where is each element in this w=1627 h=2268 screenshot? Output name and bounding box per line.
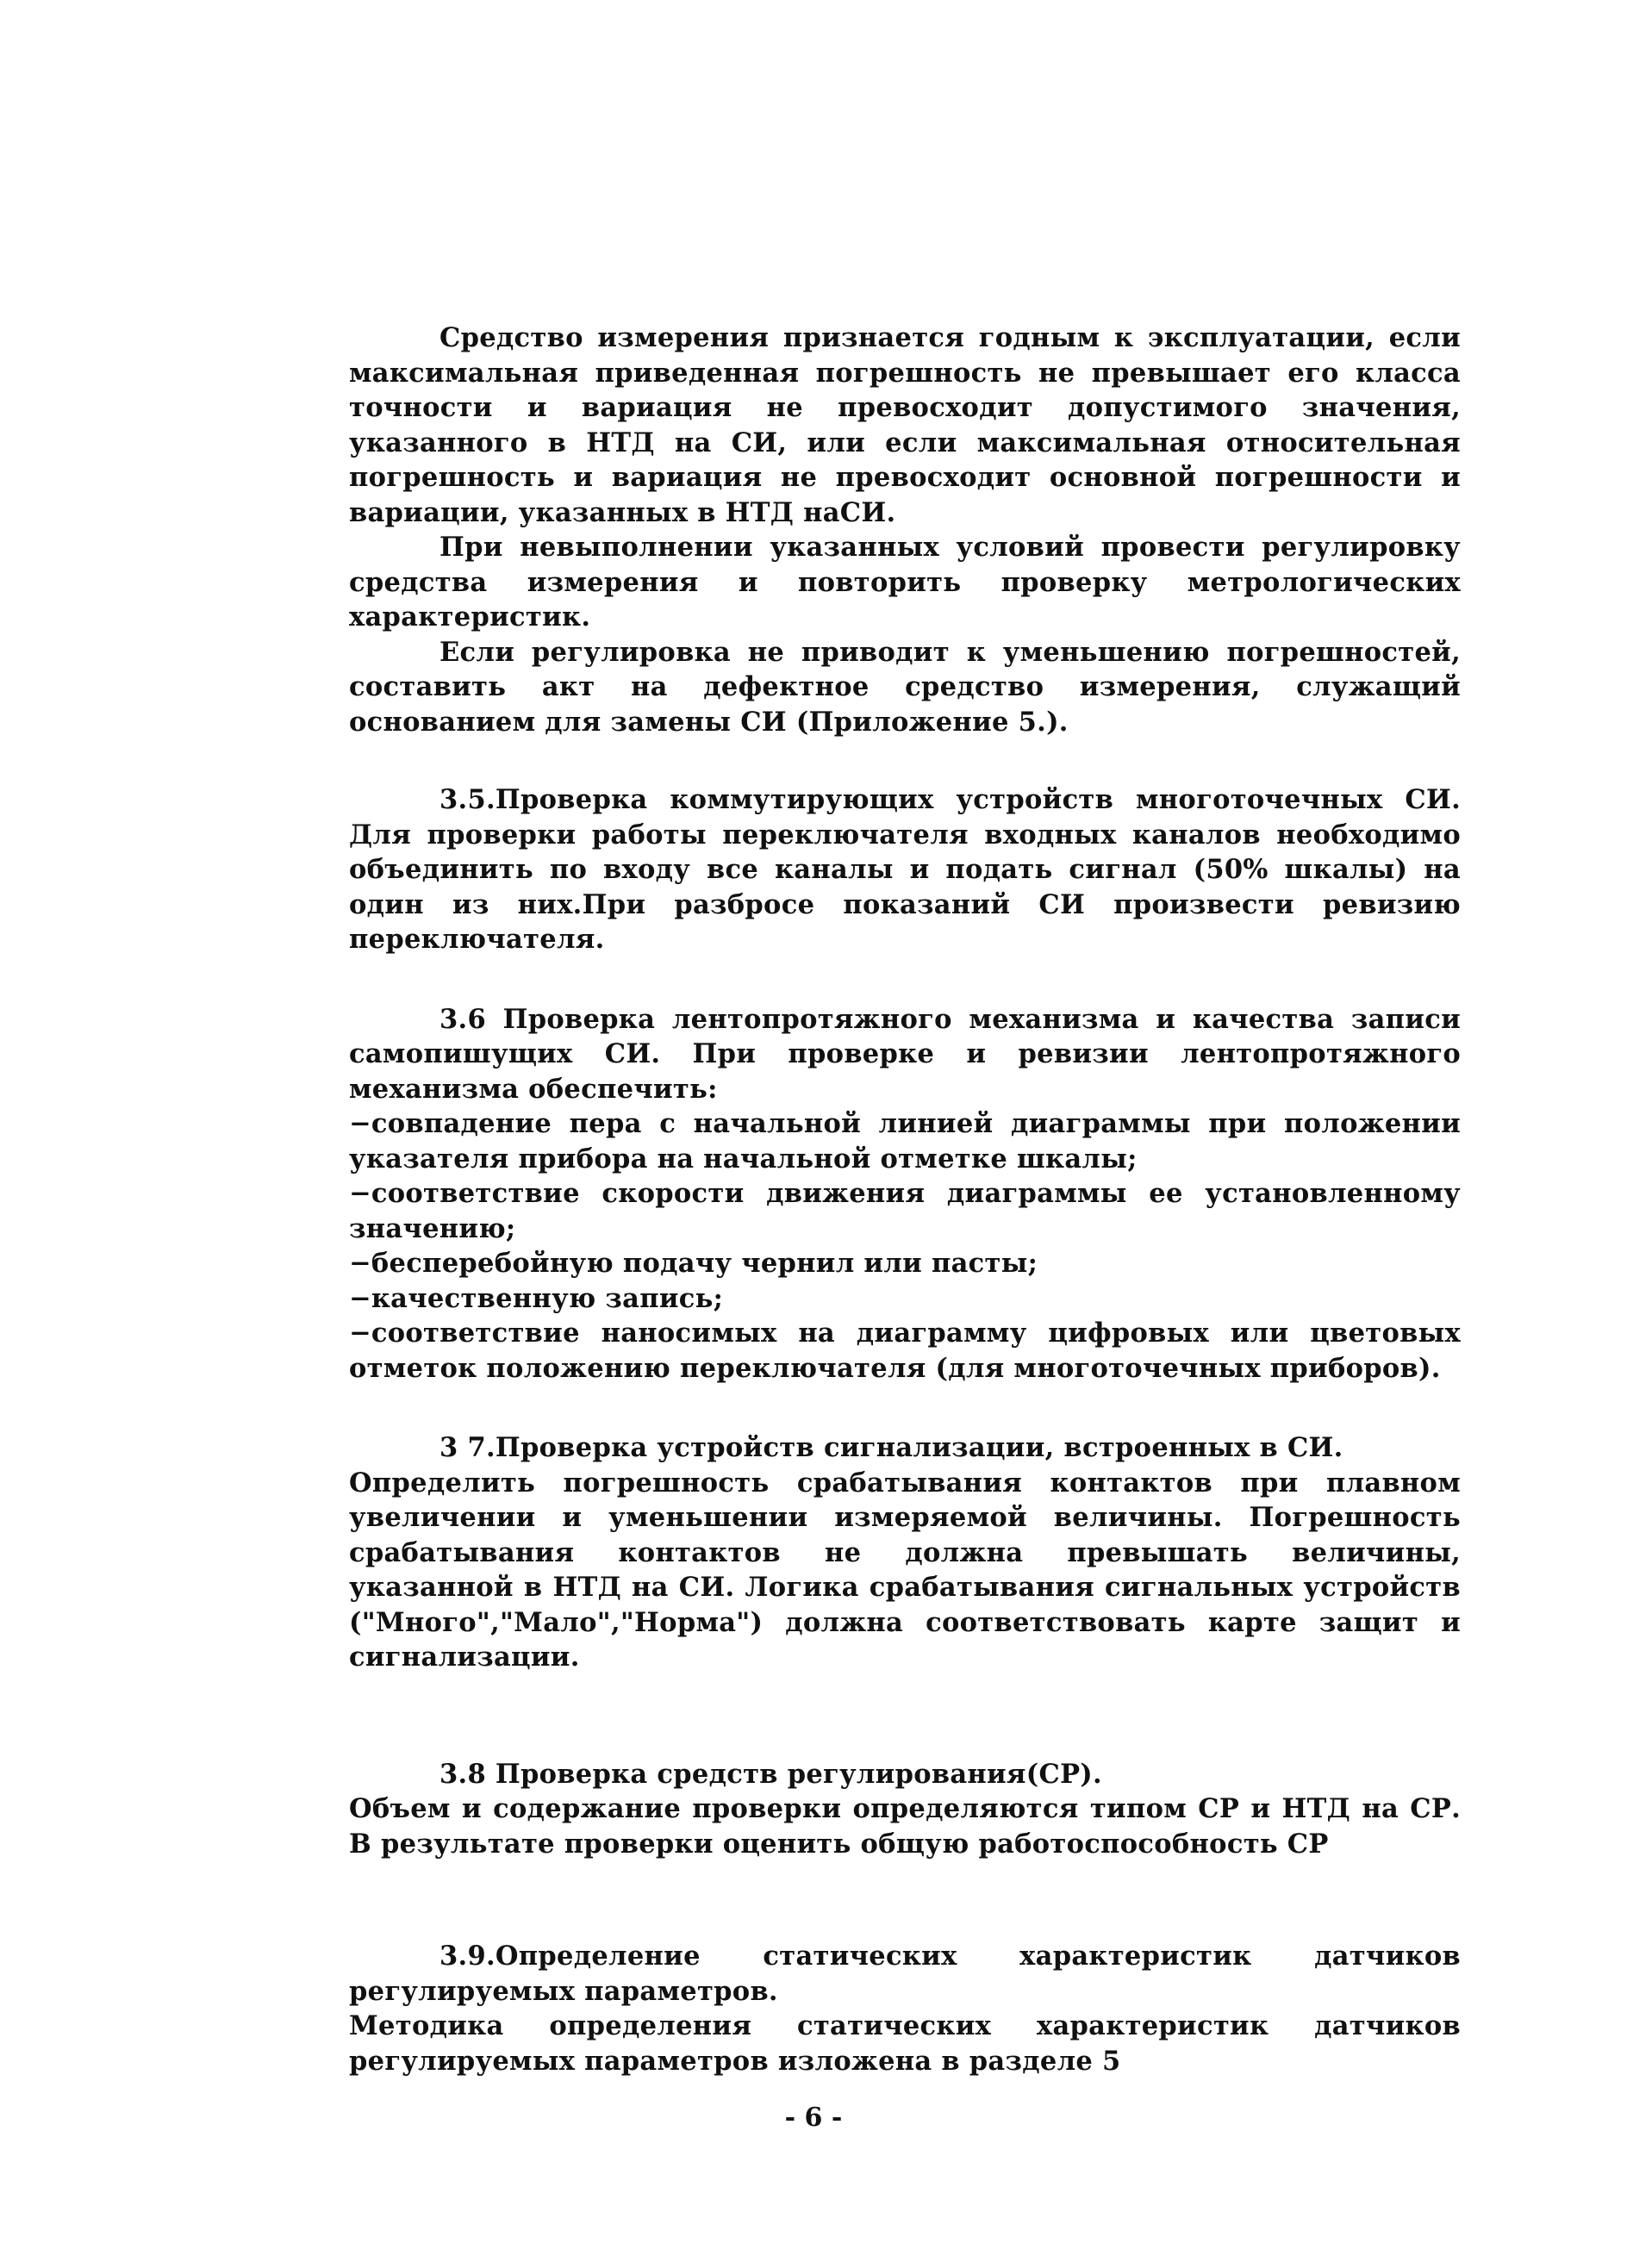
list-item: −соответствие наносимых на диаграмму цифровых или цветовых отметок положению переключателя (для многоточечных приборов). <box>349 1318 1461 1384</box>
section-3-9-body: Методика определения статических характеристик датчиков регулируемых параметров изложена в разделе 5 <box>349 2010 1461 2077</box>
list-item: −соответствие скорости движения диаграммы ее установленному значению; <box>349 1178 1461 1244</box>
paragraph-acceptance: Средство измерения признается годным к эксплуатации, если максимальная приведенная погрешность не превышает его класса точности и вариация не превосходит допустимого значения, указанного в НТД на СИ, или если максимальная относительная погрешность и вариация не превосходит основной погрешности и вариации, указанных в НТД наСИ. <box>349 322 1461 528</box>
section-3-5: 3.5.Проверка коммутирующих устройств многоточечных СИ. Для проверки работы переключателя входных каналов необходимо объединить по входу все каналы и подать сигнал (50% шкалы) на один из них.При разбросе показаний СИ произвести ревизию переключателя. <box>349 784 1461 955</box>
section-3-6-intro: 3.6 Проверка лентопротяжного механизма и качества записи самопишущих СИ. При проверке и ревизии лентопротяжного механизма обеспечить: <box>349 1003 1461 1105</box>
list-item: −совпадение пера с начальной линией диаграммы при положении указателя прибора на начальной отметке шкалы; <box>349 1108 1461 1174</box>
paragraph-adjustment: При невыполнении указанных условий провести регулировку средства измерения и повторить проверку метрологических характеристик. <box>349 532 1461 632</box>
page-number: - 6 - <box>784 2103 843 2133</box>
section-3-7-heading: 3 7.Проверка устройств сигнализации, встроенных в СИ. <box>439 1432 1343 1463</box>
section-3-7-body: Определить погрешность срабатывания контактов при плавном увеличении и уменьшении измеряемой величины. Погрешность срабатывания контактов не должна превышать величины, указанной в НТД на СИ. Логика срабатывания сигнальных устройств ("Много","Мало","Норма") должна соответствовать карте защит и сигнализации. <box>349 1467 1461 1673</box>
section-3-9-heading: 3.9.Определение статических характеристик датчиков регулируемых параметров. <box>349 1941 1461 2007</box>
section-3-8-body: Объем и содержание проверки определяются типом СР и НТД на СР. В результате проверки оценить общую работоспособность СР <box>349 1793 1461 1860</box>
document-body <box>349 321 1461 2078</box>
list-item: −качественную запись; <box>349 1282 724 1314</box>
paragraph-defect-act: Если регулировка не приводит к уменьшению погрешностей, составить акт на дефектное средство измерения, служащий основанием для замены СИ (Приложение 5.). <box>349 636 1461 738</box>
list-item: −бесперебойную подачу чернил или пасты; <box>349 1248 1038 1279</box>
section-3-8-heading: 3.8 Проверка средств регулирования(СР). <box>439 1758 1102 1790</box>
